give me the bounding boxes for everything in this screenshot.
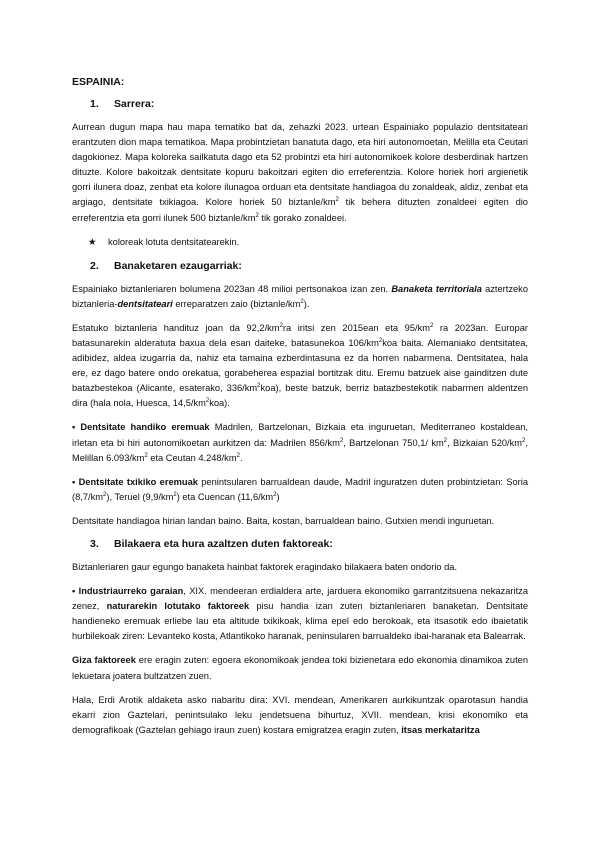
text-run: koa). bbox=[209, 398, 230, 409]
text-run: Estatuko biztanleria handituz joan da 92,2/km bbox=[72, 322, 280, 333]
bold-run: naturarekin lotutako faktoreek bbox=[106, 601, 250, 612]
text-run: ) bbox=[276, 491, 280, 502]
bold-run: • Dentsitate txikiko eremuak bbox=[72, 476, 198, 487]
star-icon: ★ bbox=[88, 236, 97, 247]
superscript: 2 bbox=[378, 337, 383, 344]
text-run: Aurrean dugun mapa hau mapa tematiko bat da, zehazki 2023. urtean Espainiako populazio dentsitateari erantzuten dion mapa tematikoa. Mapa probintzietan banatuta dago, eta hiri autonomoetan, Melilla eta Ceutari dagokionez. Mapa koloreka sailkatuta dago eta 52 probintzi eta hiri autonomikoek kolore desberdinak hartzen dituzte. Kolore bakoitzak dentsitate kopuru bakoitzari egiten dio erreferentzia. Kolore horiek hori argienetik gorri ilunera doaz, zenbat eta kolore ilunagoa orduan eta dentsitate handiagoa du zonaldeak, aldiz, zenbat eta argiago, dentsitate txikiagoa. Kolore horiek 50 biztanle/km bbox=[72, 122, 528, 208]
text-run: penintsularen barrualdean daude, Madril inguratzen duten probintzietan: Soria (8,7/km bbox=[72, 476, 528, 502]
text-run: Hala, Erdi Arotik aldaketa asko nabaritu dira: XVI. mendean, Amerikaren aurkikuntzak oparotasun handia ekarri zion Gaztelari, penintsulako leku jendetsuena bihurtuz, XVII. mendean, krisi ekonomiko eta demografikoak (Gaztelan gehiago iraun zuen) kostara emigratzea eragin zuten, bbox=[72, 694, 528, 735]
emphasis: Banaketa territoriala bbox=[391, 283, 482, 294]
section-1-number: 1. bbox=[90, 98, 99, 110]
section-2-paragraph-5: Dentsitate handiagoa hirian landan baino. Baita, kostan, barrualdean baino. Gutxien mendi inguruetan. bbox=[72, 515, 495, 526]
text-run: ra 2023an. Europar batasunarekin alderatuta baxua dela esan daiteke, batasunekoa 106/km bbox=[72, 322, 528, 348]
bold-run: Giza faktoreek bbox=[72, 655, 136, 666]
text-run: Madrilen, Bartzelonan, Bizkaia eta inguruetan, Mediterraneo kostaldean, irletan eta bi hiri autonomikoetan aurkitzen da: Madrilen 856/km bbox=[72, 422, 528, 448]
superscript: 2 bbox=[443, 437, 448, 444]
text-run: erreparatzen zaio (biztanle/km bbox=[172, 298, 301, 309]
superscript: 2 bbox=[144, 452, 148, 459]
section-3-title: Bilakaera eta hura azaltzen duten faktoreak: bbox=[114, 537, 333, 550]
text-run: ), Teruel (9,9/km bbox=[106, 491, 174, 502]
section-2-heading bbox=[90, 260, 528, 272]
section-1-bullet bbox=[88, 235, 528, 249]
text-run: koa baita. Alemaniako dentsitatea, adibidez, aldea izugarria da, nahiz eta tamaina ezberdintasuna ez da horren nabarmena. Dentsitatea, hala ere, ez dago batere ondo orekatua, gorabeherea espazial bortitzak ditu. Eremu batzuek aise gainditzen dute batazbestekoa (Alicante, esaterako, 336/km bbox=[72, 337, 528, 394]
section-2-paragraph-3 bbox=[72, 420, 528, 465]
section-1-title: Sarrera: bbox=[114, 98, 155, 110]
section-2-number: 2. bbox=[90, 259, 99, 272]
section-3-number: 3. bbox=[90, 537, 99, 550]
bold-run: itsas merkataritza bbox=[401, 724, 480, 735]
superscript: 2 bbox=[205, 398, 210, 405]
superscript: 2 bbox=[255, 212, 259, 219]
text-run: eta Ceutan 4.248/km bbox=[147, 452, 237, 463]
text-run: ) eta Cuencan (11,6/km bbox=[176, 491, 274, 502]
bold-run: • Industriaurreko garaian bbox=[72, 586, 184, 597]
bullet-text: koloreak lotuta dentsitatearekin. bbox=[108, 236, 240, 247]
text-run: ere eragin zuten: egoera ekonomikoak jendea toki bizienetara edo ekonomia dinamikoa zuten lekuetara joatera bultzatzen zuen. bbox=[72, 655, 528, 681]
text-run: pisu handia izan zuten biztanleriaren banaketan. Dentsitate handieneko eremuak erliebe lau eta altitude txikikoak, klima epel edo berokoak, eta itsasotik edo ibaietatik hurbilekoak ziren: Levanteko kosta, Atlantikoko haranak, peninsularen barrualdeko ibai-haranak eta Balearrak. bbox=[72, 601, 528, 642]
superscript: 2 bbox=[339, 437, 344, 444]
superscript: 2 bbox=[522, 437, 526, 444]
superscript: 2 bbox=[429, 322, 434, 329]
section-3-paragraph-2 bbox=[72, 584, 528, 644]
superscript: 2 bbox=[300, 298, 304, 305]
superscript: 2 bbox=[273, 491, 277, 498]
bold-run: • Dentsitate handiko eremuak bbox=[72, 422, 210, 433]
section-2-title: Banaketaren ezaugarriak: bbox=[114, 259, 242, 272]
section-2-paragraph-2 bbox=[72, 321, 528, 412]
section-1-heading bbox=[90, 98, 528, 110]
section-3-heading bbox=[90, 538, 528, 550]
text-run: , XIX. mendeeran erdialdera arte, jarduera ekonomiko garrantzitsuena nekazaritza zenez, bbox=[72, 586, 528, 612]
text-run: , Melillan 6.093/km bbox=[72, 437, 528, 463]
superscript: 2 bbox=[257, 383, 261, 390]
section-2-paragraph-4 bbox=[72, 475, 528, 505]
text-run: . bbox=[239, 452, 243, 463]
text-run: ). bbox=[303, 298, 310, 309]
section-3-paragraph-1: Biztanleriaren gaur egungo banaketa hainbat faktorek eragindako bilakaera baten ondorio da. bbox=[72, 561, 458, 572]
emphasis: dentsitateari bbox=[117, 298, 173, 309]
section-3-paragraph-3 bbox=[72, 653, 528, 683]
text-run: aztertzeko biztanleria- bbox=[72, 283, 528, 309]
section-2-paragraph-1 bbox=[72, 282, 528, 312]
section-1-paragraph-1 bbox=[72, 120, 528, 226]
text-run: tik gorako zonaldeei. bbox=[258, 212, 347, 223]
superscript: 2 bbox=[335, 197, 339, 204]
superscript: 2 bbox=[279, 322, 283, 329]
document-title: ESPAINIA: bbox=[72, 76, 125, 88]
text-run: koa), beste batzuk, berriz batazbestekotik nabarmen aldentzen dira (hala nola, Huesca, 14,5/km bbox=[72, 383, 528, 409]
document-page bbox=[72, 70, 528, 747]
superscript: 2 bbox=[173, 491, 177, 498]
superscript: 2 bbox=[103, 491, 107, 498]
section-3-paragraph-4 bbox=[72, 693, 528, 738]
text-run: tik behera dituzten zonaldeei egiten dio erreferentzia eta gorri ilunek 500 biztanle/km bbox=[72, 197, 528, 223]
text-run: ra iritsi zen 2015ean eta 95/km bbox=[282, 322, 430, 333]
text-run: , Bartzelonan 750,1/ km bbox=[343, 437, 444, 448]
text-run: Espainiako biztanleriaren bolumena 2023an 48 milioi pertsonakoa izan zen. bbox=[72, 283, 392, 294]
superscript: 2 bbox=[236, 452, 240, 459]
text-run: , Bizkaian 520/km bbox=[447, 437, 523, 448]
